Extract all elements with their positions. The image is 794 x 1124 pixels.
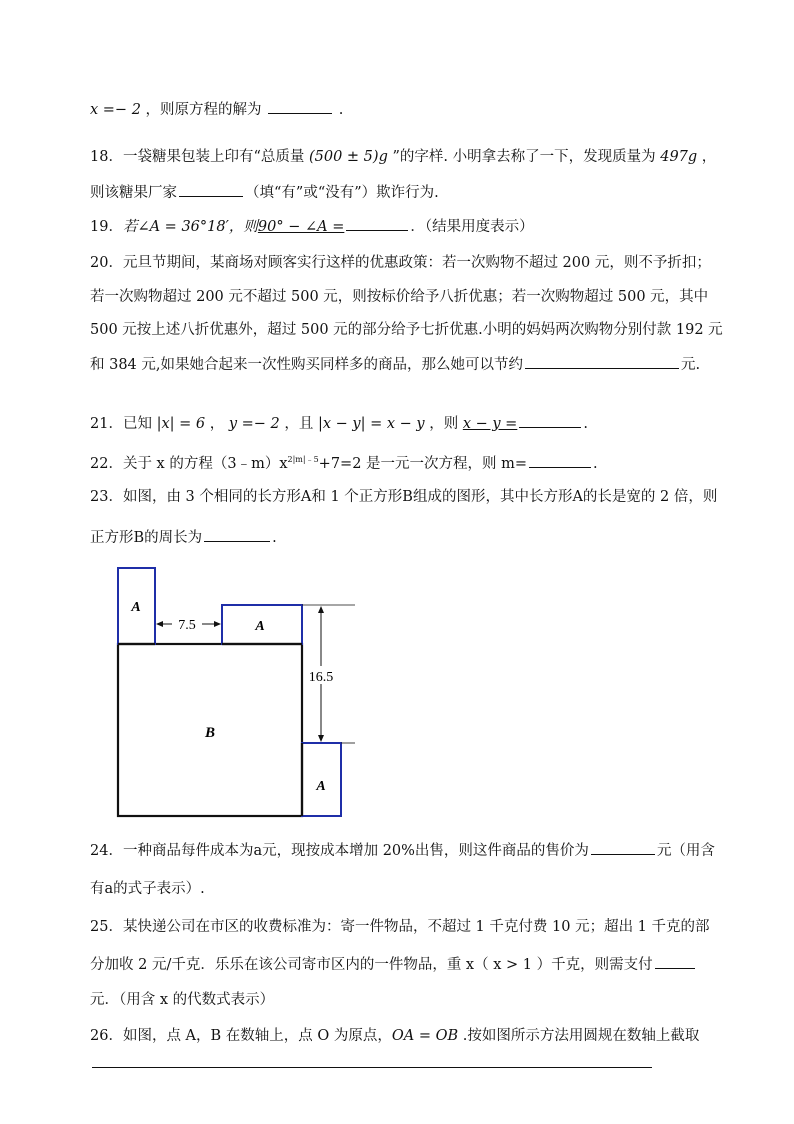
question-20-line-4 [90, 354, 700, 375]
period: . [583, 416, 588, 432]
q26-math: OA = OB [391, 1028, 459, 1044]
question-20-line-3 [90, 320, 723, 340]
question-23-line-2 [90, 527, 277, 548]
q26-text-a: 如图，点 A，B 在数轴上，点 O 为原点， [122, 1028, 392, 1044]
label-b: B [204, 725, 216, 741]
q18-text-c: ”的字样. 小明拿去称了一下，发现质量为 [387, 149, 661, 165]
q23-text-1: 如图，由 3 个相同的长方形A和 1 个正方形B组成的图形，其中长方形A的长是宽的 2 倍，则 [122, 489, 718, 505]
math-x-eq: x =− 2 [90, 102, 141, 118]
question-23-line-1 [90, 487, 717, 507]
q18-text-b2: （填“有”或“没有”）欺诈行为. [245, 185, 439, 201]
q21-expr: x − y = [462, 416, 518, 432]
question-24-line-1 [90, 840, 715, 861]
question-number: 19． [90, 219, 123, 235]
q18-text-a2: 则该糖果厂家 [90, 185, 177, 201]
q20-text-3: 500 元按上述八折优惠外，超过 500 元的部分给予七折优惠.小明的妈妈两次购物分别付款 192 元 [90, 322, 723, 338]
q19-given: 若∠A = 36°18′，则 [122, 219, 258, 235]
answer-blank-25[interactable] [655, 954, 695, 969]
answer-blank-19[interactable] [346, 216, 408, 231]
q20-text-4: 和 384 元,如果她合起来一次性购买同样多的商品，那么她可以节约 [90, 357, 524, 373]
q18-math-mass: (500 ± 5)g [308, 149, 388, 165]
question-20-line-1 [90, 253, 711, 273]
answer-blank-20[interactable] [525, 354, 679, 369]
q22-exponent: 2|m|﹣5 [287, 455, 319, 464]
question-number: 23． [90, 489, 123, 505]
q18-text-e: ， [697, 149, 717, 165]
question-number: 18． [90, 149, 123, 165]
answer-blank-23[interactable] [204, 527, 270, 542]
label-a-top-left: A [131, 600, 141, 615]
question-25-line-1 [90, 917, 710, 937]
q17-text: ，则原方程的解为 [145, 102, 262, 118]
q17-tail [90, 99, 343, 120]
q20-text-1: 元旦节期间，某商场对顾客实行这样的优惠政策：若一次购物不超过 200 元，则不予折扣； [122, 255, 711, 271]
question-21 [90, 413, 588, 434]
q19-note: ．（结果用度表示） [410, 219, 534, 235]
q25-text-2: 分加收 2 元/千克．乐乐在该公司寄市区内的一件物品，重 x（ x > 1 ）千克，则需支付 [90, 957, 653, 973]
period: . [593, 455, 598, 472]
q18-text-a: 一袋糖果包装上印有“总质量 [122, 149, 309, 165]
q25-text-1: 某快递公司在市区的收费标准为：寄一件物品，不超过 1 千克付费 10 元；超出 1 千克的部 [122, 919, 710, 935]
q24-text-b: 元（用含 [656, 843, 715, 859]
q22-text-a: 关于 x 的方程（3﹣m）x [122, 455, 288, 472]
question-number: 24． [90, 843, 123, 859]
question-number: 20． [90, 255, 123, 271]
q21-text-g: ，则 [424, 416, 463, 432]
period: . [338, 102, 344, 118]
question-18-line-1 [90, 147, 716, 167]
q19-expr: 90° − ∠A = [257, 219, 345, 235]
label-a-right: A [316, 779, 326, 794]
label-a-top-mid: A [255, 619, 265, 634]
q24-text-a: 一种商品每件成本为a元，现按成本增加 20%出售，则这件商品的售价为 [122, 843, 589, 859]
answer-blank-22[interactable] [529, 453, 591, 468]
answer-blank-17[interactable] [268, 99, 332, 114]
q21-abs-xy: |x − y| = x − y [317, 416, 425, 432]
dim-label-gap: 7.5 [178, 618, 196, 633]
question-25-line-2 [90, 954, 697, 975]
q24-text-2: 有a的式子表示）. [90, 881, 205, 897]
q20-unit: 元. [681, 357, 701, 373]
answer-blank-24[interactable] [591, 840, 655, 855]
q21-text-e: ，且 [279, 416, 318, 432]
q20-text-2: 若一次购物超过 200 元不超过 500 元，则按标价给予八折优惠；若一次购物超过 500 元，其中 [90, 289, 709, 305]
question-26 [90, 1026, 699, 1046]
q18-math-497: 497g [660, 149, 698, 165]
question-number: 22． [90, 455, 123, 472]
q21-comma: ， [205, 416, 229, 432]
question-19 [90, 216, 534, 237]
question-18-line-2 [90, 182, 439, 203]
question-number: 25． [90, 919, 123, 935]
q21-abs-x: |x| = 6 [156, 416, 206, 432]
question-24-line-2 [90, 879, 205, 899]
dim-label-height: 16.5 [308, 670, 334, 685]
q23-figure [110, 560, 370, 822]
question-number: 21． [90, 416, 123, 432]
q26-text-c: .按如图所示方法用圆规在数轴上截取 [458, 1028, 700, 1044]
q21-y: y =− 2 [228, 416, 280, 432]
q25-text-3: 元．（用含 x 的代数式表示） [90, 992, 275, 1008]
q22-text-b: +7=2 是一元一次方程，则 m= [318, 455, 528, 472]
question-20-line-2 [90, 287, 708, 307]
answer-blank-18[interactable] [179, 182, 243, 197]
answer-blank-21[interactable] [519, 413, 581, 428]
bottom-rule [92, 1067, 652, 1068]
question-25-line-3 [90, 990, 274, 1010]
question-22 [90, 450, 598, 474]
q23-text-2: 正方形B的周长为 [90, 530, 203, 546]
period: . [272, 530, 277, 546]
question-number: 26． [90, 1028, 123, 1044]
q21-text-a: 已知 [122, 416, 157, 432]
